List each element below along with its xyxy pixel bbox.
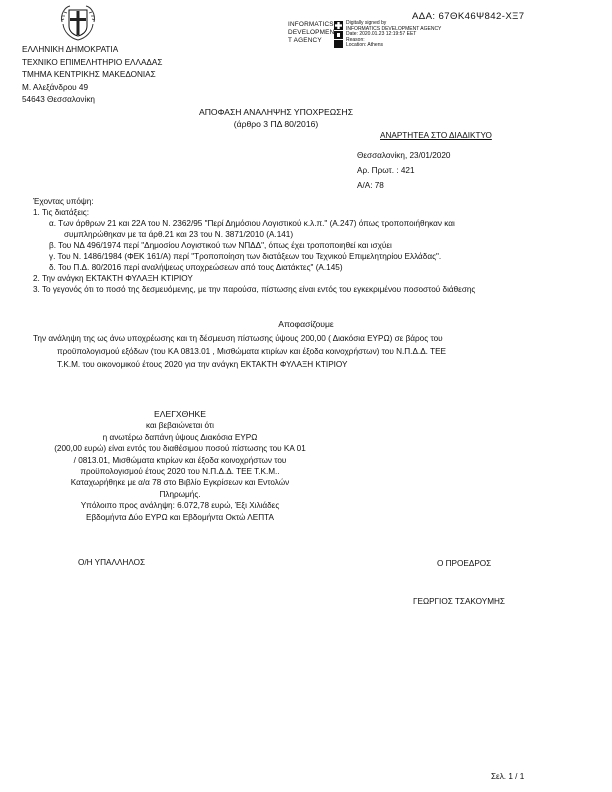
president-name: ΓΕΩΡΓΙΟΣ ΤΣΑΚΟΥΜΗΣ xyxy=(413,597,505,606)
document-subtitle: (άρθρο 3 ΠΔ 80/2016) xyxy=(233,119,319,129)
index-box-label: INFORMATICS DEVELOPMEN T AGENCY xyxy=(288,21,335,44)
header-line: ΤΜΗΜΑ ΚΕΝΤΡΙΚΗΣ ΜΑΚΕΔΟΝΙΑΣ xyxy=(22,70,156,80)
item-3: 3. Το γεγονός ότι το ποσό της δεσμευόμενης, με την παρούσα, πίστωσης είναι εντός του εγκεκριμένου ποσοστού διάθεσης xyxy=(33,285,476,294)
checked-line: Πληρωμής. xyxy=(159,489,201,499)
decision-line: Τ.Κ.Μ. του οικονομικού έτους 2020 για την ανάγκη ΕΚΤΑΚΤΗ ΦΥΛΑΞΗ ΚΤΙΡΙΟΥ xyxy=(57,359,348,369)
checked-line: προϋπολογισμού έτους 2020 του Ν.Π.Δ.Δ. ΤΕΕ Τ.Κ.Μ.. xyxy=(80,467,280,477)
checked-line: και βεβαιώνεται ότι xyxy=(145,421,214,431)
verification-block xyxy=(30,409,330,523)
checked-line: Καταχωρήθηκε με α/α 78 στο Βιβλίο Εγκρίσεων και Εντολών xyxy=(70,478,290,488)
decide-heading: Αποφασίζουμε xyxy=(278,319,334,329)
protocol-number: Αρ. Πρωτ. : 421 xyxy=(357,166,415,175)
publish-note: ΑΝΑΡΤΗΤΕΑ ΣΤΟ ΔΙΑΔΙΚΤΥΟ xyxy=(380,131,492,140)
considering-label: Έχοντας υπόψη: xyxy=(33,197,94,206)
item-1a: α. Των άρθρων 21 και 22Α του Ν. 2362/95 "Περί Δημόσιου Λογιστικού κ.λ.π." (Α.247) όπως τροποποιήθηκαν και xyxy=(49,219,455,228)
decision-line: προϋπολογισμού εξόδων (του ΚΑ 0813.01 , Μισθώματα κτιρίων και έξοδα κοινοχρήστων) του Ν.Π.Δ.Δ. ΤΕΕ xyxy=(57,346,446,356)
employee-signature-label: Ο/Η ΥΠΑΛΛΗΛΟΣ xyxy=(78,558,146,567)
decision-text xyxy=(33,333,593,371)
checked-line: / 0813.01, Μισθώματα κτιρίων και έξοδα κοινοχρήστων του xyxy=(73,455,287,465)
considerations xyxy=(33,196,593,295)
issuer-header xyxy=(22,44,162,107)
place-date: Θεσσαλονίκη, 23/01/2020 xyxy=(357,151,451,160)
serial-number: Α/Α: 78 xyxy=(357,181,384,190)
header-line: ΕΛΛΗΝΙΚΗ ΔΗΜΟΚΡΑΤΙΑ xyxy=(22,45,119,54)
checked-line: Υπόλοιπο προς ανάληψη: 6.072,78 ευρώ, Έξι Χιλιάδες xyxy=(80,501,280,511)
checked-line: Εβδομήντα Δύο ΕΥΡΩ και Εβδομήντα Οκτώ ΛΕΠΤΑ xyxy=(86,512,274,522)
item-1: 1. Τις διατάξεις: xyxy=(33,208,90,217)
item-1g: γ. Του Ν. 1486/1984 (ΦΕΚ 161/Α) περί "Τροποποίηση των διατάξεων του Τεχνικού Επιμελητηρίου Ελλάδας". xyxy=(49,252,442,261)
president-signature-label: Ο ΠΡΟΕΔΡΟΣ xyxy=(437,559,492,568)
coat-of-arms-emblem xyxy=(58,4,98,42)
digital-signature-text: Digitally signed by INFORMATICS DEVELOPMENT AGENCY Date: 2020.01.23 12:19:57 EET Reason: Location: Athens xyxy=(346,20,442,49)
checked-line: (200,00 ευρώ) είναι εντός του διαθέσιμου ποσού πίστωσης του ΚΑ 01 xyxy=(54,444,306,454)
decision-line: Την ανάληψη της ως άνω υποχρέωσης και τη δέσμευση πίστωσης ύψους 200,00 ( Διακόσια ΕΥΡΩ) σε βάρος του xyxy=(33,334,443,343)
header-line: Μ. Αλεξάνδρου 49 xyxy=(22,82,89,92)
item-1b: β. Του ΝΔ 496/1974 περί "Δημοσίου Λογιστικού των ΝΠΔΔ", όπως έχει τροποποιηθεί και ισχύει xyxy=(49,241,392,250)
checked-heading: ΕΛΕΓΧΘΗΚΕ xyxy=(153,409,207,419)
document-title: ΑΠΟΦΑΣΗ ΑΝΑΛΗΨΗΣ ΥΠΟΧΡΕΩΣΗΣ xyxy=(198,107,353,117)
header-line: ΤΕΧΝΙΚΟ ΕΠΙΜΕΛΗΤΗΡΙΟ ΕΛΛΑΔΑΣ xyxy=(22,57,163,67)
digital-signature-icon xyxy=(334,21,343,49)
item-2: 2. Την ανάγκη ΕΚΤΑΚΤΗ ΦΥΛΑΞΗ ΚΤΙΡΙΟΥ xyxy=(33,274,193,283)
item-1a-cont: συμπληρώθηκαν με τα άρθ.21 και 23 του Ν. 3871/2010 (Α.141) xyxy=(64,230,294,239)
page-number: Σελ. 1 / 1 xyxy=(491,772,525,781)
checked-line: η ανωτέρω δαπάνη ύψους Διακόσια ΕΥΡΩ xyxy=(102,432,258,442)
ada-code: ΑΔΑ: 67ΘΚ46Ψ842-ΧΞ7 xyxy=(412,11,525,22)
header-line: 54643 Θεσσαλονίκη xyxy=(22,95,95,105)
item-1d: δ. Του Π.Δ. 80/2016 περί αναλήψεως υποχρεώσεων από τους Διατάκτες" (Α.145) xyxy=(49,263,343,272)
